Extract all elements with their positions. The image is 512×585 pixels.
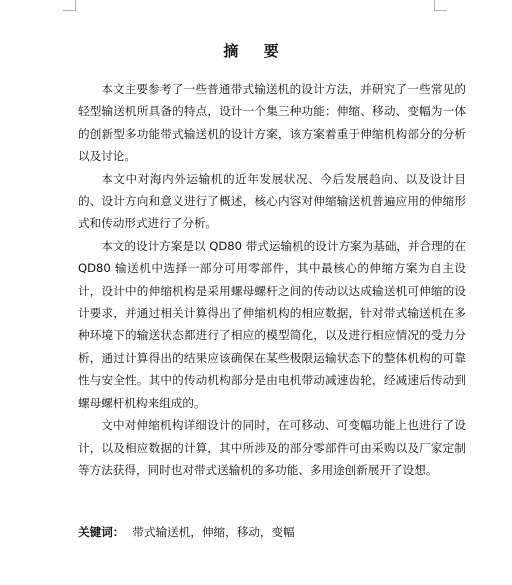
paragraph-2: 本文中对海内外运输机的近年发展状况、今后发展趋向、以及设计目的、设计方向和意义进行了概述，核心内容对伸缩输送机普遍应用的伸缩形式和传动形式进行了分析。 <box>78 171 466 231</box>
crop-mark-right <box>434 0 447 11</box>
paragraph-3: 本文的设计方案是以 QD80 带式运输机的设计方案为基础，并合理的在 QD80 输送机中选择一部分可用零部件，其中最核心的伸缩方案为自主设计，设计中的伸缩机构是采用螺母螺杆之间的传动以达成输送机可伸缩的设计要求，并通过相关计算得出了伸缩机构的相应数据，针对带式输送机在多种环境下的输送状态都进行了相应的模型简化，以及进行相应情况的受力分析，通过计算得出的结果应该确保在某些极限运输状态下的整体机构的可靠性与安全性。其中的传动机构部分是由电机带动减速齿轮，经减速后传动到螺母螺杆机构来组成的。 <box>78 238 466 410</box>
keywords-line <box>78 522 466 542</box>
page-title: 摘 要 <box>223 42 289 60</box>
paragraph-4: 文中对伸缩机构详细设计的同时，在可移动、可变幅功能上也进行了设计，以及相应数据的计算，其中所涉及的部分零部件可由采购以及厂家定制等方法获得，同时也对带式送输机的多功能、多用途创新展开了设想。 <box>78 418 466 477</box>
keywords-label: 关键词： <box>78 525 125 539</box>
keywords-value: 带式输送机，伸缩，移动，变幅 <box>132 525 295 539</box>
abstract-body <box>78 78 466 481</box>
crop-mark-left <box>63 0 76 11</box>
paragraph-1: 本文主要参考了一些普通带式输送机的设计方法，并研究了一些常见的轻型输送机所具备的特点，设计一个集三种功能：伸缩、移动、变幅为一体的创新型多功能带式输送机的设计方案，该方案着重于伸缩机构部分的分析以及讨论。 <box>78 82 466 164</box>
